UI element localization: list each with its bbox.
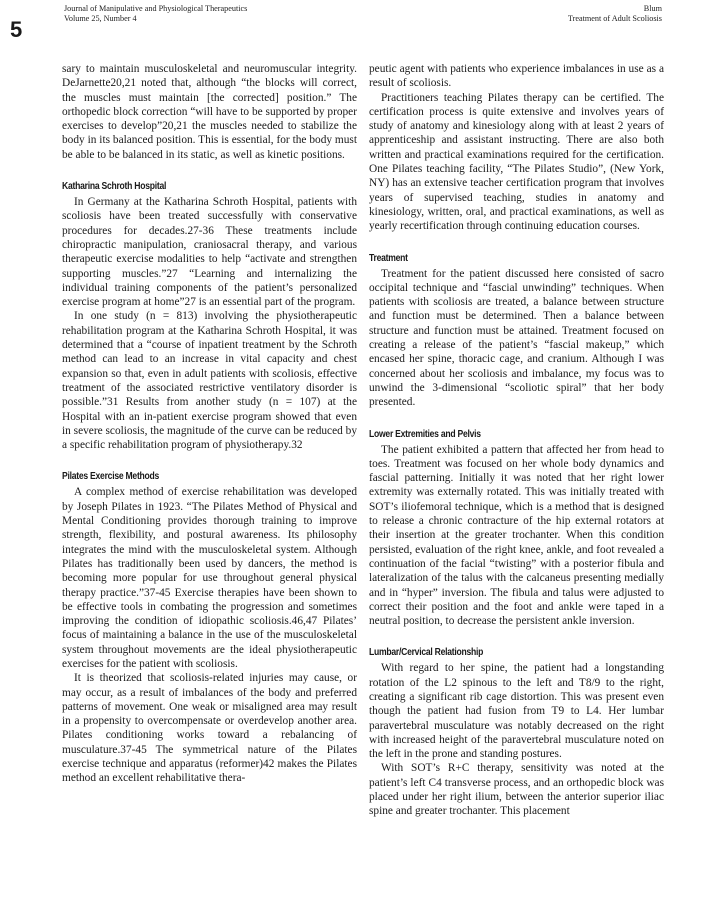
author-name: Blum	[643, 4, 662, 13]
paragraph-treatment: Treatment for the patient discussed here consisted of sacro occipital technique and “fascial unwinding” techniques. When patients with scoliosis are treated, a balance between structure and function must be determined. Then a balance between structure and function must be attained. Treatment focused on creating a release of the patient’s “fascial makeup,” which encased her spine, thoracic cage, and cranium. Although I was concerned about her scoliosis and imbalance, my focus was to unwind the 3-dimensional “scoliotic spiral” that her body presented.	[369, 267, 664, 409]
paragraph-schroth-1: In Germany at the Katharina Schroth Hospital, patients with scoliosis have been treated successfully with conservative procedures for decades.27-36 These treatments include chiropractic manipulation, craniosacral therapy, and various therapeutic exercise modalities to help “activate and strengthen supporting muscles.”27 “Learning and internalizing the individual training components of the patient’s personalized exercise program at home”27 is an essential part of the program.	[62, 196, 357, 309]
paragraph-lumbar-1: With regard to her spine, the patient had a longstanding rotation of the L2 spinous to the left and T8/9 to the right, creating a significant rib cage distortion. This was present even though the patient had fusion from T9 to L4. Her lumbar paravertebral musculature was notably decreased on the right with increased height of the paravertebral musculature noted on the left in the prone and standing postures.	[369, 662, 664, 761]
paragraph-lumbar-2: With SOT’s R+C therapy, sensitivity was noted at the patient’s left C4 transverse process, and an orthopedic block was placed under her right ilium, between the anterior superior iliac spine and greater trochanter. This placement	[369, 762, 664, 818]
journal-name: Journal of Manipulative and Physiological Therapeutics	[64, 4, 248, 13]
paragraph-schroth-2: In one study (n = 813) involving the physiotherapeutic rehabilitation program at the Katharina Schroth Hospital, it was determined that a “course of inpatient treatment by the Schroth method can lead to an increase in vital capacity and chest expansion so that, even in adult patients with scoliosis, effective treatment of the associated restrictive ventilatory disorder is possible.”31 Results from another study (n = 107) at the Hospital with an in-patient exercise program showed that even in severe scoliosis, the magnitude of the curve can be reduced by a specific rehabilitation program of physiotherapy.32	[62, 310, 357, 452]
left-column	[62, 62, 357, 786]
paragraph-intro: sary to maintain musculoskeletal and neuromuscular integrity. DeJarnette20,21 noted that, although “the blocks will correct, the muscles must maintain [the corrected] position.” The orthopedic block correction “will have to be supported by proper exercises to develop”20,21 the muscles needed to stabilize the body in its balanced position. This is essential, for the body must be able to be balanced in its static, as well as kinetic positions.	[62, 63, 357, 161]
journal-volume: Volume 25, Number 4	[64, 14, 137, 23]
section-heading-schroth: Katharina Schroth Hospital	[62, 181, 167, 193]
paragraph-pilates-2: It is theorized that scoliosis-related injuries may cause, or may occur, as a result of imbalances of the body and preferred patterns of movement. One weak or misaligned area may result in a propensity to overcompensate or overdevelop another area. Pilates conditioning works toward a rebalancing of musculature.37-45 The symmetrical nature of the Pilates exercise technique and apparatus (reformer)42 makes the Pilates method an excellent rehabilitative thera-	[62, 672, 357, 785]
article-short-title: Treatment of Adult Scoliosis	[567, 14, 662, 23]
section-heading-treatment: Treatment	[369, 252, 408, 264]
page-number: 5	[10, 17, 23, 42]
paragraph-lower-extremities: The patient exhibited a pattern that affected her from head to toes. Treatment was focused on her whole body dynamics and fascial patterning. Initially it was noted that her right lower extremity was externally rotated. This was initially treated with SOT’s iliofemoral technique, which is a method that is designed to release a chronic contracture of the hip external rotators at their insertion at the greater trochanter. When this condition persisted, evaluation of the right knee, ankle, and foot revealed a continuation of the facial “twisting” with a posterior fibula and lateralization of the talus with the calcaneus presenting medially and in “hyper” inversion. The fibula and talus were adjusted to correct their position and the foot and ankle were taped in a neutral position, to decrease the persistent ankle inversion.	[369, 443, 664, 628]
paragraph-continued: peutic agent with patients who experience imbalances in use as a result of scoliosis.	[369, 63, 664, 90]
running-header-left	[64, 4, 247, 24]
paragraph-certification: Practitioners teaching Pilates therapy can be certified. The certification process is quite extensive and involves years of study of anatomy and kinesiology along with at least 2 years of apprenticeship and assistant instructing. There are also both written and practical examinations required for the certification. One Pilates teaching facility, “The Pilates Studio”, (New York, NY) has an extensive teacher certification program that involves years of supervised teaching, studies in anatomy and kinesiology, written, oral, and practical examinations, as well as yearly recertification through continuing education courses.	[369, 91, 664, 233]
running-header-right	[568, 4, 662, 24]
paragraph-pilates-1: A complex method of exercise rehabilitation was developed by Joseph Pilates in 1923. “The Pilates Method of Physical and Mental Conditioning provides thorough training to improve strength, flexibility, and postural awareness. Its philosophy integrates the mind with the musculoskeletal system. Although Pilates has traditionally been used by dancers, the method is becoming more popular for use throughout general physical therapy practice.”37-45 Exercise therapies have been shown to be effective tools in combating the progression and sometimes improving the condition of idiopathic scoliosis.46,47 Pilates’ focus of maintaining a balance in the use of the musculoskeletal system throughout movements are the ideal physiotherapeutic exercises for the patient with scoliosis.	[62, 486, 357, 670]
right-column	[369, 62, 664, 819]
section-heading-pilates: Pilates Exercise Methods	[62, 471, 160, 483]
section-heading-lower-extremities: Lower Extremities and Pelvis	[369, 428, 481, 440]
section-heading-lumbar-cervical: Lumbar/Cervical Relationship	[369, 647, 484, 659]
